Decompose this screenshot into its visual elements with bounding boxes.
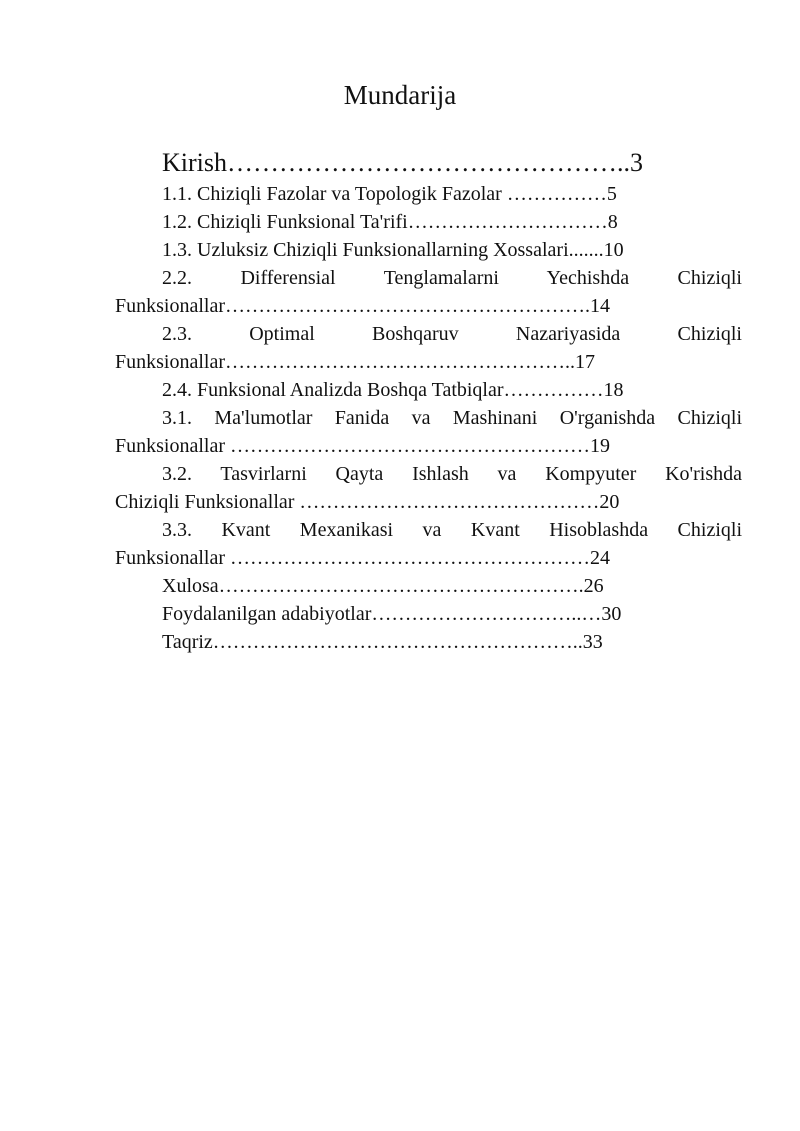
- toc-entry-3-1: 3.1. Ma'lumotlar Fanida va Mashinani O'rganishda Chiziqli: [162, 407, 742, 429]
- toc-entry-taqriz: Taqriz………………………………………………..33: [162, 631, 603, 653]
- toc-entry-3-3-continued: Funksionallar ………………………………………………24: [115, 547, 610, 569]
- toc-entry-1-2: 1.2. Chiziqli Funksional Ta'rifi…………………………8: [162, 211, 618, 233]
- toc-entry-2-3: 2.3. Optimal Boshqaruv Nazariyasida Chiziqli: [162, 323, 742, 345]
- toc-entry-kirish: Kirish………………………………………..3: [162, 148, 643, 177]
- table-of-contents: [115, 146, 742, 656]
- toc-entry-3-3: 3.3. Kvant Mexanikasi va Kvant Hisoblashda Chiziqli: [162, 519, 742, 541]
- page-title: Mundarija: [343, 80, 457, 110]
- toc-entry-3-2: 3.2. Tasvirlarni Qayta Ishlash va Kompyuter Ko'rishda: [162, 463, 742, 485]
- toc-entry-xulosa: Xulosa……………………………………………….26: [162, 575, 604, 597]
- toc-entry-1-1: 1.1. Chiziqli Fazolar va Topologik Fazolar ……………5: [162, 183, 617, 205]
- toc-entry-2-2: 2.2. Differensial Tenglamalarni Yechishda Chiziqli: [162, 267, 742, 289]
- toc-entry-2-2-continued: Funksionallar……………………………………………….14: [115, 295, 610, 317]
- toc-entry-3-1-continued: Funksionallar ………………………………………………19: [115, 435, 610, 457]
- toc-entry-foydalanilgan-adabiyotlar: Foydalanilgan adabiyotlar…………………………..…30: [162, 603, 622, 625]
- toc-entry-1-3: 1.3. Uzluksiz Chiziqli Funksionallarning Xossalari.......10: [162, 239, 624, 261]
- toc-entry-2-4: 2.4. Funksional Analizda Boshqa Tatbiqlar……………18: [162, 379, 624, 401]
- toc-entry-2-3-continued: Funksionallar……………………………………………..17: [115, 351, 595, 373]
- toc-entry-3-2-continued: Chiziqli Funksionallar ………………………………………20: [115, 491, 620, 513]
